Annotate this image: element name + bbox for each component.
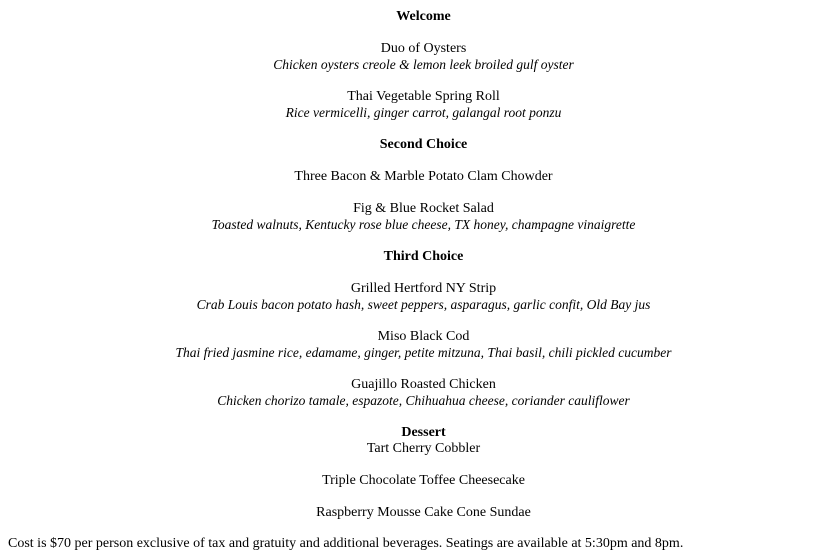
dish-description: Rice vermicelli, ginger carrot, galangal root ponzu bbox=[285, 105, 562, 120]
dish-name: Raspberry Mousse Cake Cone Sundae bbox=[316, 505, 531, 520]
dish-name: Grilled Hertford NY Strip bbox=[350, 281, 497, 296]
dish-name: Thai Vegetable Spring Roll bbox=[347, 89, 500, 104]
dish-description: Thai fried jasmine rice, edamame, ginger, petite mitzuna, Thai basil, chili pickled cucumber bbox=[175, 345, 672, 360]
section-heading-welcome: Welcome bbox=[396, 9, 451, 24]
dish-description: Toasted walnuts, Kentucky rose blue cheese, TX honey, champagne vinaigrette bbox=[211, 217, 636, 232]
dish-name: Three Bacon & Marble Potato Clam Chowder bbox=[294, 169, 553, 184]
dish-name: Fig & Blue Rocket Salad bbox=[353, 201, 494, 216]
dish-description: Chicken oysters creole & lemon leek broiled gulf oyster bbox=[273, 57, 574, 72]
dish-description: Chicken chorizo tamale, espazote, Chihuahua cheese, coriander cauliflower bbox=[217, 393, 630, 408]
section-heading-second-choice: Second Choice bbox=[379, 137, 468, 152]
dish-name: Miso Black Cod bbox=[377, 329, 470, 344]
dish-description: Crab Louis bacon potato hash, sweet peppers, asparagus, garlic confit, Old Bay jus bbox=[196, 297, 651, 312]
dish-name: Guajillo Roasted Chicken bbox=[351, 377, 496, 392]
section-heading-third-choice: Third Choice bbox=[383, 249, 464, 264]
section-heading-dessert: Dessert bbox=[401, 425, 446, 440]
dish-name: Tart Cherry Cobbler bbox=[366, 441, 481, 456]
dish-name: Triple Chocolate Toffee Cheesecake bbox=[322, 473, 525, 488]
pricing-note: Cost is $70 per person exclusive of tax and gratuity and additional beverages. Seatings are available at 5:30pm and 8pm. bbox=[8, 536, 684, 551]
dish-name: Duo of Oysters bbox=[380, 41, 467, 56]
